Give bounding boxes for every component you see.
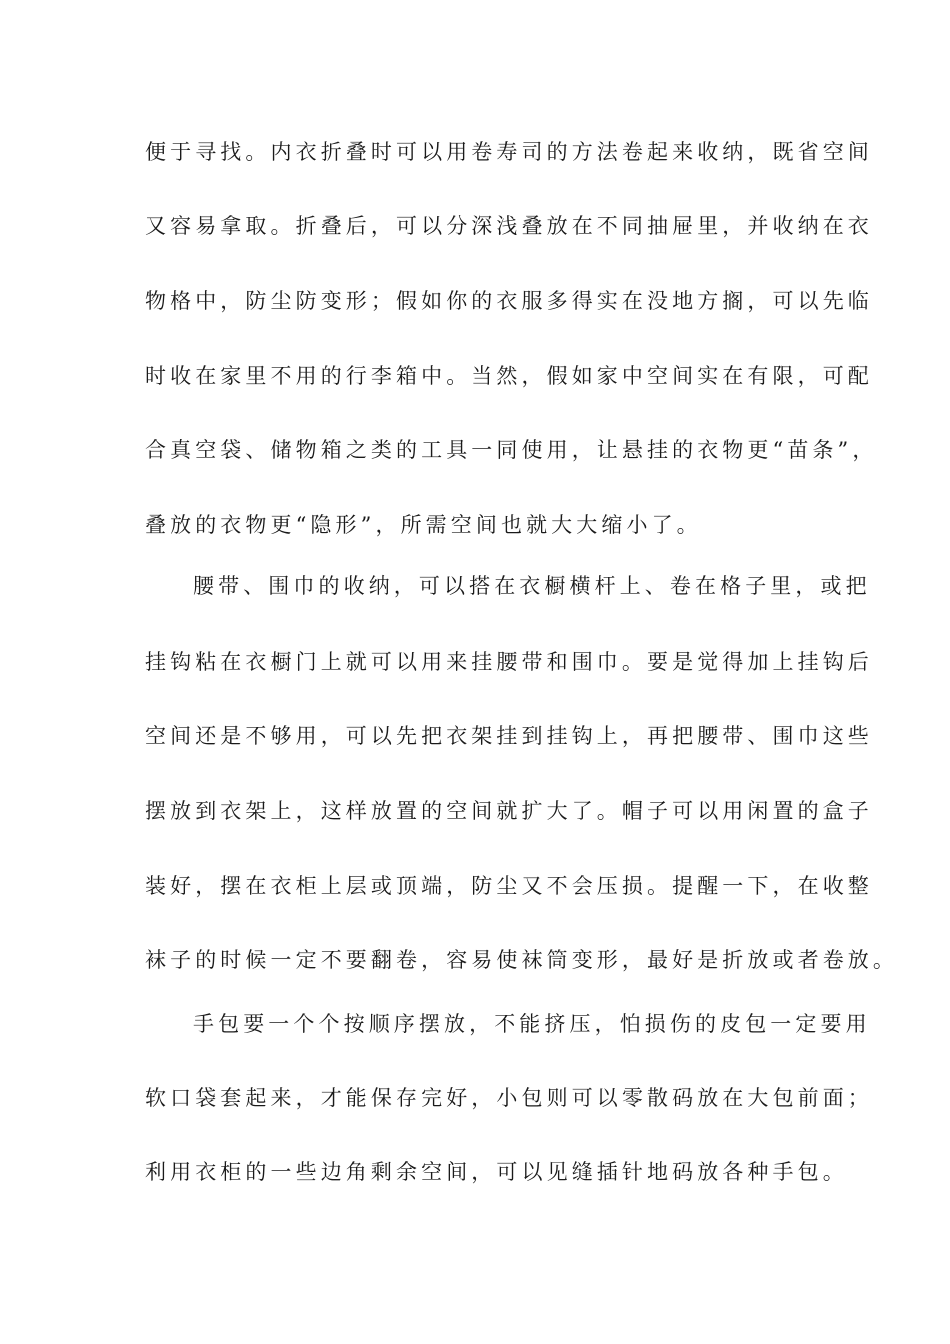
text-line: 时收在家里不用的行李箱中。当然，假如家中空间实在有限，可配 (145, 364, 873, 388)
text-line: 合真空袋、储物箱之类的工具一同使用，让悬挂的衣物更“苗条”， (145, 438, 878, 462)
text-line: 便于寻找。内衣折叠时可以用卷寿司的方法卷起来收纳，既省空间 (145, 140, 873, 164)
paragraph-start-line: 手包要一个个按顺序摆放，不能挤压，怕损伤的皮包一定要用 (193, 1012, 871, 1036)
text-line: 装好，摆在衣柜上层或顶端，防尘又不会压损。提醒一下，在收整 (145, 874, 873, 898)
text-line: 袜子的时候一定不要翻卷，容易使袜筒变形，最好是折放或者卷放。 (145, 948, 898, 972)
text-line: 利用衣柜的一些边角剩余空间，可以见缝插针地码放各种手包。 (145, 1160, 848, 1184)
paragraph-start-line: 腰带、围巾的收纳，可以搭在衣橱横杆上、卷在格子里，或把 (193, 574, 871, 598)
text-line: 又容易拿取。折叠后，可以分深浅叠放在不同抽屉里，并收纳在衣 (145, 214, 873, 238)
text-line: 摆放到衣架上，这样放置的空间就扩大了。帽子可以用闲置的盒子 (145, 799, 873, 823)
text-line: 软口袋套起来，才能保存完好，小包则可以零散码放在大包前面； (145, 1086, 873, 1110)
text-line: 挂钩粘在衣橱门上就可以用来挂腰带和围巾。要是觉得加上挂钩后 (145, 650, 873, 674)
text-line: 叠放的衣物更“隐形”，所需空间也就大大缩小了。 (145, 513, 702, 537)
text-line: 物格中，防尘防变形；假如你的衣服多得实在没地方搁，可以先临 (145, 289, 873, 313)
text-line: 空间还是不够用，可以先把衣架挂到挂钩上，再把腰带、围巾这些 (145, 724, 873, 748)
